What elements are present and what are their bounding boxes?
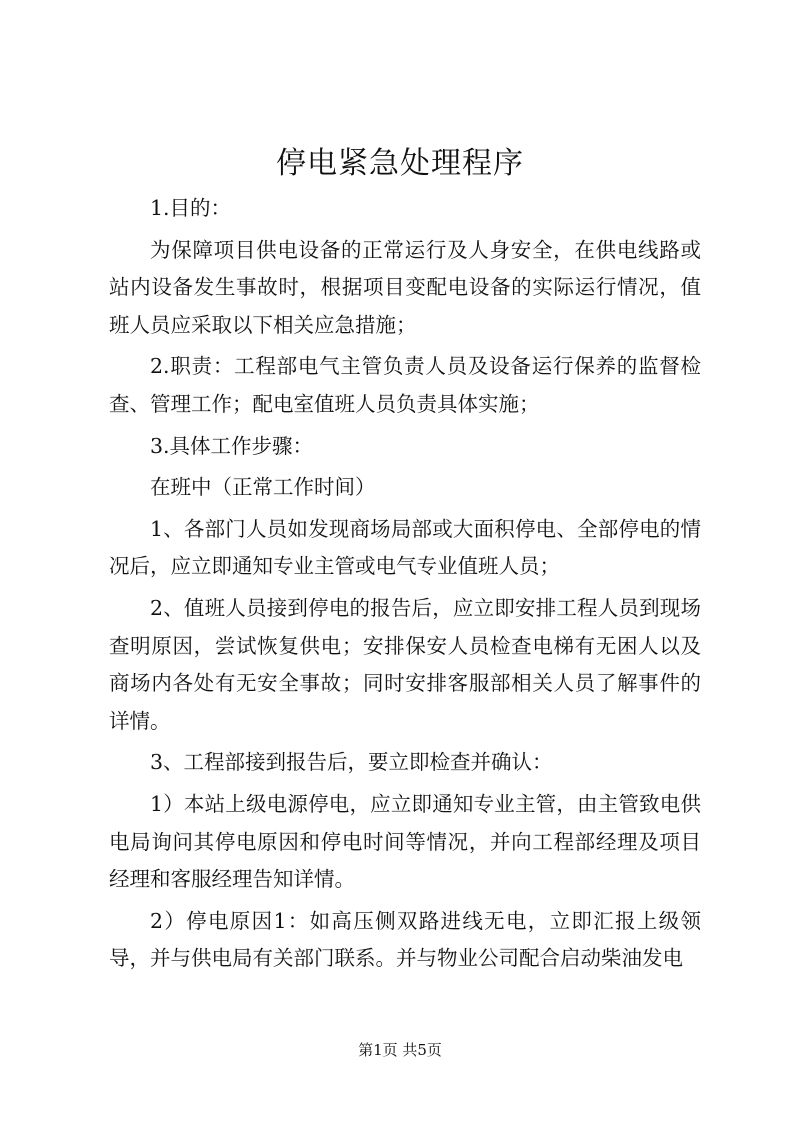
document-body <box>109 190 701 982</box>
paragraph-step-3: 3、工程部接到报告后，要立即检查并确认： <box>150 750 553 775</box>
page-footer: 第1页 共5页 <box>358 1041 442 1059</box>
paragraph-step-3-item-1: 1）本站上级电源停电，应立即通知专业主管，由主管致电供电局询问其停电原因和停电时间等情况，并向工程部经理及项目经理和客服经理告知详情。 <box>109 791 701 892</box>
paragraph-on-shift: 在班中（正常工作时间） <box>150 475 376 500</box>
page-title: 停电紧急处理程序 <box>276 146 524 181</box>
paragraph-purpose-text: 为保障项目供电设备的正常运行及人身安全，在供电线路或站内设备发生事故时，根据项目变配电设备的实际运行情况，值班人员应采取以下相关应急措施； <box>109 237 701 337</box>
paragraph-purpose-heading: 1.目的： <box>150 196 232 220</box>
paragraph-steps-heading: 3.具体工作步骤： <box>150 433 314 458</box>
paragraph-responsibility: 2.职责：工程部电气主管负责人员及设备运行保养的监督检查、管理工作；配电室值班人员负责具体实施； <box>109 354 701 416</box>
paragraph-step-3-item-2: 2）停电原因1：如高压侧双路进线无电，立即汇报上级领导，并与供电局有关部门联系。并与物业公司配合启动柴油发电 <box>109 908 701 971</box>
paragraph-step-2: 2、值班人员接到停电的报告后，应立即安排工程人员到现场查明原因，尝试恢复供电；安排保安人员检查电梯有无困人以及商场内各处有无安全事故；同时安排客服部相关人员了解事件的详情。 <box>109 595 701 733</box>
paragraph-step-1: 1、各部门人员如发现商场局部或大面积停电、全部停电的情况后，应立即通知专业主管或电气专业值班人员； <box>109 516 701 579</box>
